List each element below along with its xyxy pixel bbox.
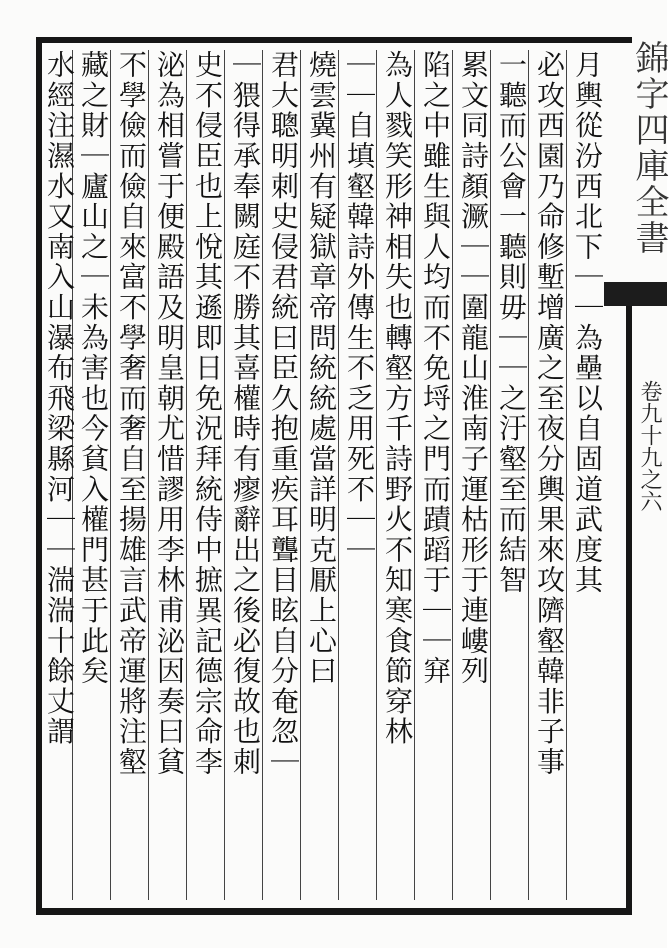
text-column-3: 一聽而公會一聽則毋｜｜之汙壑至而結智 (495, 50, 528, 596)
text-column-1: 月輿從汾西北下｜｜為壘以自固道武度其 (571, 50, 604, 596)
text-column-12: 泌為相嘗于便殿語及明皇朝尤惜謬用李林甫泌因奏曰貧 (153, 50, 186, 778)
page-frame-bottom (36, 908, 632, 915)
text-column-15: 水經注濕水又南入山瀑布飛梁縣河｜｜湍湍十餘丈謂 (43, 50, 76, 747)
text-column-2: 必攻西園乃命修塹增廣之至夜分輿果來攻隮壑韓非子事 (533, 50, 566, 778)
text-column-7: ｜｜自填壑韓詩外傳生不乏用死不｜｜ (343, 50, 376, 566)
text-column-11: 史不侵臣也上悅其遜即日免況拜統侍中摭異記德宗命李 (191, 50, 224, 778)
fold-mark (604, 282, 667, 306)
running-head: 錦字四庫全書 (629, 40, 669, 256)
text-column-8: 燒雲冀州有疑獄章帝問統統處當詳明克厭上心曰 (305, 50, 338, 687)
text-column-14: 藏之財｜廬山之｜未為害也今貧入權門甚于此矣 (77, 50, 110, 687)
text-column-6: 為人戮笑形神相失也轉壑方千詩野火不知寒食節穿林 (381, 50, 414, 747)
text-column-5: 陷之中雖生與人均而不免埒之門而蹟蹈于｜｜穽 (419, 50, 452, 687)
text-column-9: 君大聰明刺史侵君統曰臣久抱重疾耳聾目眩自分奄忽｜ (267, 50, 300, 778)
text-column-13: 不學儉而儉自來富不學奢而奢自至揚雄言武帝運將注壑 (115, 50, 148, 778)
text-column-10: ｜猥得承奉闕庭不勝其喜權時有瘳辭出之後必復故也刺 (229, 50, 262, 778)
text-column-4: 累文同詩顏㵐｜｜圍龍山淮南子運枯形于連嶁列 (457, 50, 490, 687)
folio-label: 卷九十九之六 (637, 380, 662, 512)
page-frame-top (36, 37, 632, 43)
